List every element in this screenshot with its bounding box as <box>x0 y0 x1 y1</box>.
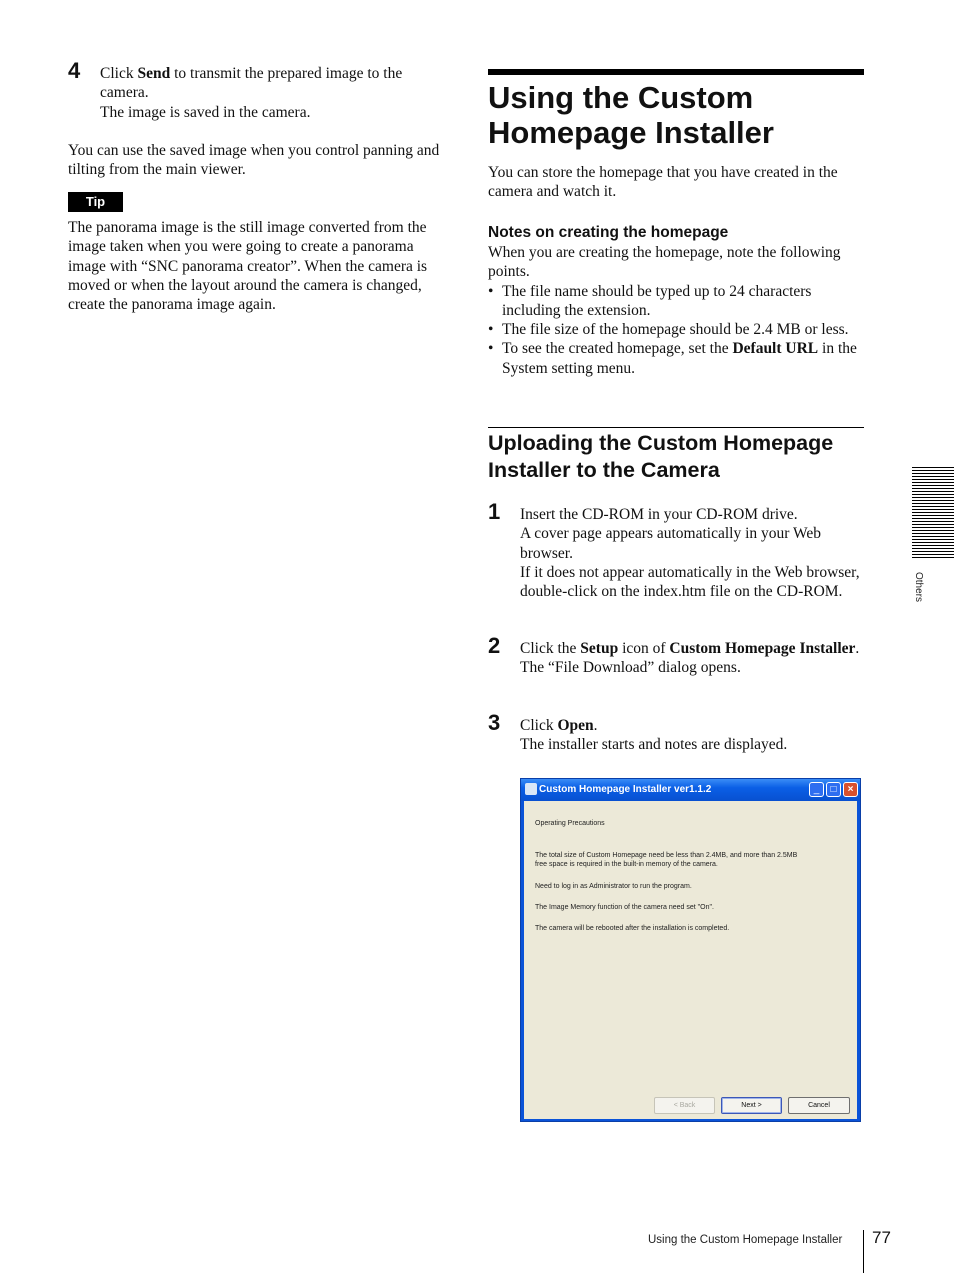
precaution-line: Need to log in as Administrator to run the program. <box>535 883 692 890</box>
step-1-result: A cover page appears automatically in your Web browser. <box>520 525 822 562</box>
dialog-title: Custom Homepage Installer ver1.1.2 <box>539 784 712 795</box>
send-term: Send <box>137 65 171 82</box>
subheading-rule <box>488 427 864 428</box>
app-icon <box>525 783 537 795</box>
step-3-text <box>520 716 864 755</box>
notes-heading: Notes on creating the homepage <box>488 224 729 241</box>
section-thumb-tab <box>912 467 954 560</box>
section-subheading: Uploading the Custom Homepage Installer to the Camera <box>488 431 834 482</box>
step-4-result: The image is saved in the camera. <box>100 103 311 121</box>
step-1-text <box>520 505 864 601</box>
precaution-line: The Image Memory function of the camera need set "On". <box>535 904 714 911</box>
step-4-instruction: Click Send to transmit the prepared image to the camera. <box>100 65 403 102</box>
page-title: Using the Custom Homepage Installer <box>488 80 774 150</box>
close-icon[interactable]: × <box>843 782 858 797</box>
notes-intro: When you are creating the homepage, note the following points. <box>488 244 841 281</box>
precaution-line: The camera will be rebooted after the installation is completed. <box>535 925 730 932</box>
cancel-button[interactable]: Cancel <box>788 1097 850 1114</box>
list-item: • The file name should be typed up to 24 characters including the extension. <box>488 282 864 321</box>
dialog-titlebar <box>521 779 860 801</box>
notes-section <box>488 243 864 378</box>
maximize-icon[interactable]: □ <box>826 782 841 797</box>
list-item: • To see the created homepage, set the Default URL in the System setting menu. <box>488 339 864 378</box>
side-tab-label: Others <box>913 572 924 603</box>
step-3-instruction: Click Open. <box>520 717 598 734</box>
step-number-2: 2 <box>488 633 501 658</box>
precaution-line: The total size of Custom Homepage need be less than 2.4MB, and more than 2.5MB <box>535 852 798 859</box>
precaution-line: free space is required in the built-in memory of the camera. <box>535 861 718 868</box>
title-rule <box>488 69 864 75</box>
list-item: • The file size of the homepage should be 2.4 MB or less. <box>488 320 864 339</box>
next-button[interactable]: Next > <box>721 1097 782 1114</box>
intro-paragraph: You can store the homepage that you have created in the camera and watch it. <box>488 164 838 201</box>
step-1-note: If it does not appear automatically in the Web browser, double-click on the index.htm file on the CD-ROM. <box>520 563 860 601</box>
precautions-heading: Operating Precautions <box>535 820 605 827</box>
notes-list <box>488 282 864 378</box>
default-url-term: Default URL <box>732 340 819 358</box>
minimize-icon[interactable]: _ <box>809 782 824 797</box>
step-2-instruction: Click the Setup icon of Custom Homepage Installer. <box>520 640 860 657</box>
back-button[interactable]: < Back <box>654 1097 715 1114</box>
footer-divider <box>863 1230 864 1273</box>
step-number-1: 1 <box>488 499 501 524</box>
saved-image-paragraph: You can use the saved image when you control panning and tilting from the main viewer. <box>68 142 440 179</box>
step-number-3: 3 <box>488 710 501 735</box>
installer-dialog-screenshot <box>520 778 861 1122</box>
step-3-result: The installer starts and notes are displayed. <box>520 736 788 754</box>
step-2-result: The “File Download” dialog opens. <box>520 659 741 677</box>
footer-section-title: Using the Custom Homepage Installer <box>648 1234 843 1246</box>
tip-badge: Tip <box>68 192 123 212</box>
tip-text: The panorama image is the still image converted from the image taken when you were going to create a panorama image with “SNC panorama creator”. When the camera is moved or when the layout around the camera is changed, create the panorama image again. <box>68 219 428 314</box>
step-number-4: 4 <box>68 58 81 83</box>
step-4-text <box>100 64 445 122</box>
step-1-instruction: Insert the CD-ROM in your CD-ROM drive. <box>520 506 798 523</box>
dialog-body <box>524 801 857 1119</box>
page-number: 77 <box>872 1228 891 1247</box>
step-2-text <box>520 639 864 678</box>
